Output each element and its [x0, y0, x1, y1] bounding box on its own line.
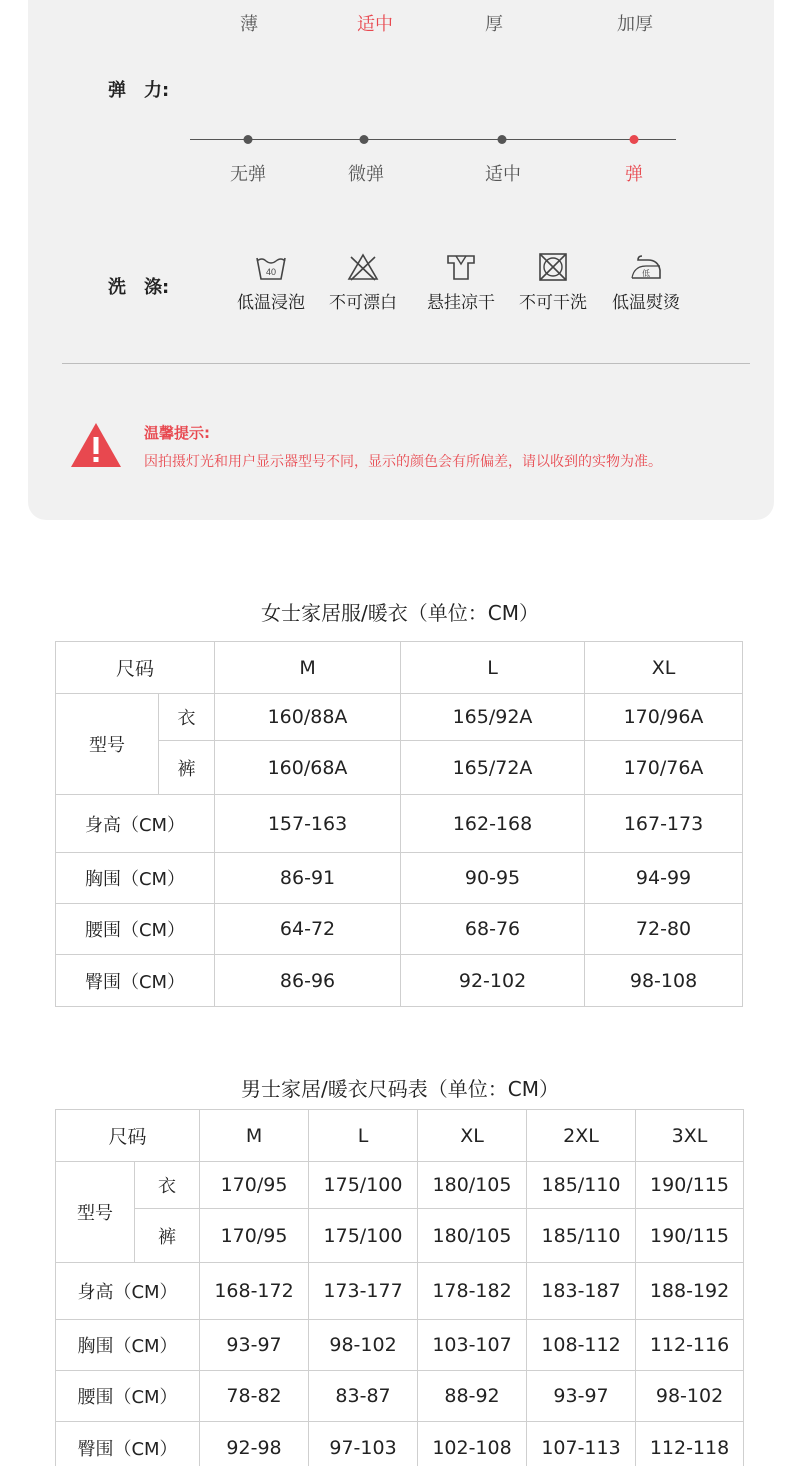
wash-item-low-iron: [598, 252, 694, 313]
men-size-table: [55, 1109, 744, 1466]
table-cell: 180/105: [418, 1162, 527, 1209]
table-cell: 168-172: [200, 1263, 309, 1320]
size-col-l: L: [401, 642, 585, 694]
stretch-dot-medium: [498, 135, 507, 144]
bottom-label: 裤: [159, 741, 215, 795]
table-row: [56, 904, 743, 955]
women-table-title: 女士家居服/暖衣（单位：CM）: [261, 601, 539, 625]
table-cell: 98-102: [636, 1371, 744, 1422]
table-row: [56, 1422, 744, 1466]
wash-no-dry-clean-text: 不可干洗: [519, 293, 587, 313]
table-row: [56, 694, 743, 741]
table-row: [56, 795, 743, 853]
top-label: 衣: [135, 1162, 200, 1209]
size-col-3xl: 3XL: [636, 1110, 744, 1162]
table-cell: 167-173: [585, 795, 743, 853]
table-cell: 68-76: [401, 904, 585, 955]
table-cell: 188-192: [636, 1263, 744, 1320]
table-cell: 93-97: [200, 1320, 309, 1371]
table-row: [56, 1263, 744, 1320]
stretch-scale-line: [190, 139, 676, 140]
wash-low-iron-text: 低温熨烫: [612, 293, 680, 313]
table-cell: 97-103: [309, 1422, 418, 1466]
table-cell: 190/115: [636, 1162, 744, 1209]
table-row: [56, 853, 743, 904]
model-label: 型号: [56, 1162, 135, 1263]
wash-40-icon: [254, 252, 288, 282]
thickness-options: [0, 10, 800, 40]
table-row: [56, 955, 743, 1007]
table-cell: 92-102: [401, 955, 585, 1007]
table-cell: 183-187: [527, 1263, 636, 1320]
table-cell: 185/110: [527, 1209, 636, 1263]
row-label: 腰围（CM）: [56, 1371, 200, 1422]
stretch-medium-label: 适中: [485, 164, 521, 185]
table-cell: 83-87: [309, 1371, 418, 1422]
size-col-l: L: [309, 1110, 418, 1162]
table-row: [56, 1371, 744, 1422]
size-col-m: M: [200, 1110, 309, 1162]
wash-item-soak: [223, 252, 319, 313]
women-size-table: [55, 641, 743, 1007]
table-cell: 162-168: [401, 795, 585, 853]
table-cell: 107-113: [527, 1422, 636, 1466]
size-col-m: M: [215, 642, 401, 694]
wash-hang-dry-text: 悬挂凉干: [427, 293, 495, 313]
row-label: 胸围（CM）: [56, 853, 215, 904]
size-header: 尺码: [56, 642, 215, 694]
row-label: 胸围（CM）: [56, 1320, 200, 1371]
stretch-stretchy-label: 弹: [625, 164, 643, 185]
table-cell: 178-182: [418, 1263, 527, 1320]
no-dry-clean-icon: [536, 252, 570, 282]
wash-item-no-dry-clean: [505, 252, 601, 313]
table-cell: 103-107: [418, 1320, 527, 1371]
wash-item-no-bleach: [315, 252, 411, 313]
thickness-thin: 薄: [240, 14, 258, 35]
wash-no-bleach-text: 不可漂白: [329, 293, 397, 313]
no-bleach-icon: [346, 252, 380, 282]
table-cell: 112-116: [636, 1320, 744, 1371]
wash-item-hang-dry: [413, 252, 509, 313]
table-cell: 175/100: [309, 1162, 418, 1209]
size-col-xl: XL: [585, 642, 743, 694]
notice-text: 因拍摄灯光和用户显示器型号不同，显示的颜色会有所偏差，请以收到的实物为准。: [144, 454, 662, 470]
table-cell: 160/88A: [215, 694, 401, 741]
table-cell: 175/100: [309, 1209, 418, 1263]
row-label: 腰围（CM）: [56, 904, 215, 955]
table-row: [56, 741, 743, 795]
table-cell: 92-98: [200, 1422, 309, 1466]
men-table-title: 男士家居/暖衣尺码表（单位：CM）: [241, 1077, 559, 1101]
size-header: 尺码: [56, 1110, 200, 1162]
stretch-dot-slight: [360, 135, 369, 144]
table-cell: 102-108: [418, 1422, 527, 1466]
size-col-xl: XL: [418, 1110, 527, 1162]
size-col-2xl: 2XL: [527, 1110, 636, 1162]
row-label: 身高（CM）: [56, 1263, 200, 1320]
table-row: [56, 1209, 744, 1263]
row-label: 臀围（CM）: [56, 1422, 200, 1466]
section-divider: [62, 363, 750, 364]
thickness-extra-thick: 加厚: [617, 14, 653, 35]
low-iron-icon: [628, 252, 664, 282]
table-cell: 98-108: [585, 955, 743, 1007]
table-cell: 160/68A: [215, 741, 401, 795]
row-label: 身高（CM）: [56, 795, 215, 853]
table-cell: 90-95: [401, 853, 585, 904]
table-cell: 86-96: [215, 955, 401, 1007]
table-cell: 88-92: [418, 1371, 527, 1422]
table-cell: 108-112: [527, 1320, 636, 1371]
top-label: 衣: [159, 694, 215, 741]
model-label: 型号: [56, 694, 159, 795]
washing-label: 洗 涤:: [108, 277, 170, 298]
table-cell: 72-80: [585, 904, 743, 955]
row-label: 臀围（CM）: [56, 955, 215, 1007]
table-cell: 170/95: [200, 1162, 309, 1209]
stretch-slight-label: 微弹: [348, 164, 384, 185]
table-cell: 170/95: [200, 1209, 309, 1263]
table-cell: 93-97: [527, 1371, 636, 1422]
table-cell: 170/76A: [585, 741, 743, 795]
table-row: [56, 1110, 744, 1162]
table-cell: 112-118: [636, 1422, 744, 1466]
table-cell: 173-177: [309, 1263, 418, 1320]
table-cell: 86-91: [215, 853, 401, 904]
wash-soak-text: 低温浸泡: [237, 293, 305, 313]
table-cell: 78-82: [200, 1371, 309, 1422]
warning-icon: [70, 421, 122, 469]
svg-text:低: 低: [642, 269, 650, 278]
hang-dry-icon: [444, 252, 478, 282]
table-cell: 64-72: [215, 904, 401, 955]
table-cell: 94-99: [585, 853, 743, 904]
svg-text:40: 40: [265, 267, 277, 277]
table-cell: 165/92A: [401, 694, 585, 741]
stretch-dot-stretchy: [630, 135, 639, 144]
stretch-label: 弹 力:: [108, 80, 170, 101]
stretch-none-label: 无弹: [230, 164, 266, 185]
thickness-thick: 厚: [485, 14, 503, 35]
table-cell: 157-163: [215, 795, 401, 853]
table-cell: 98-102: [309, 1320, 418, 1371]
thickness-medium: 适中: [357, 14, 393, 35]
table-cell: 165/72A: [401, 741, 585, 795]
bottom-label: 裤: [135, 1209, 200, 1263]
table-row: [56, 1320, 744, 1371]
stretch-dot-none: [244, 135, 253, 144]
table-cell: 170/96A: [585, 694, 743, 741]
table-cell: 190/115: [636, 1209, 744, 1263]
notice-title: 温馨提示:: [144, 424, 210, 442]
table-cell: 180/105: [418, 1209, 527, 1263]
table-row: [56, 1162, 744, 1209]
table-cell: 185/110: [527, 1162, 636, 1209]
table-row: [56, 642, 743, 694]
